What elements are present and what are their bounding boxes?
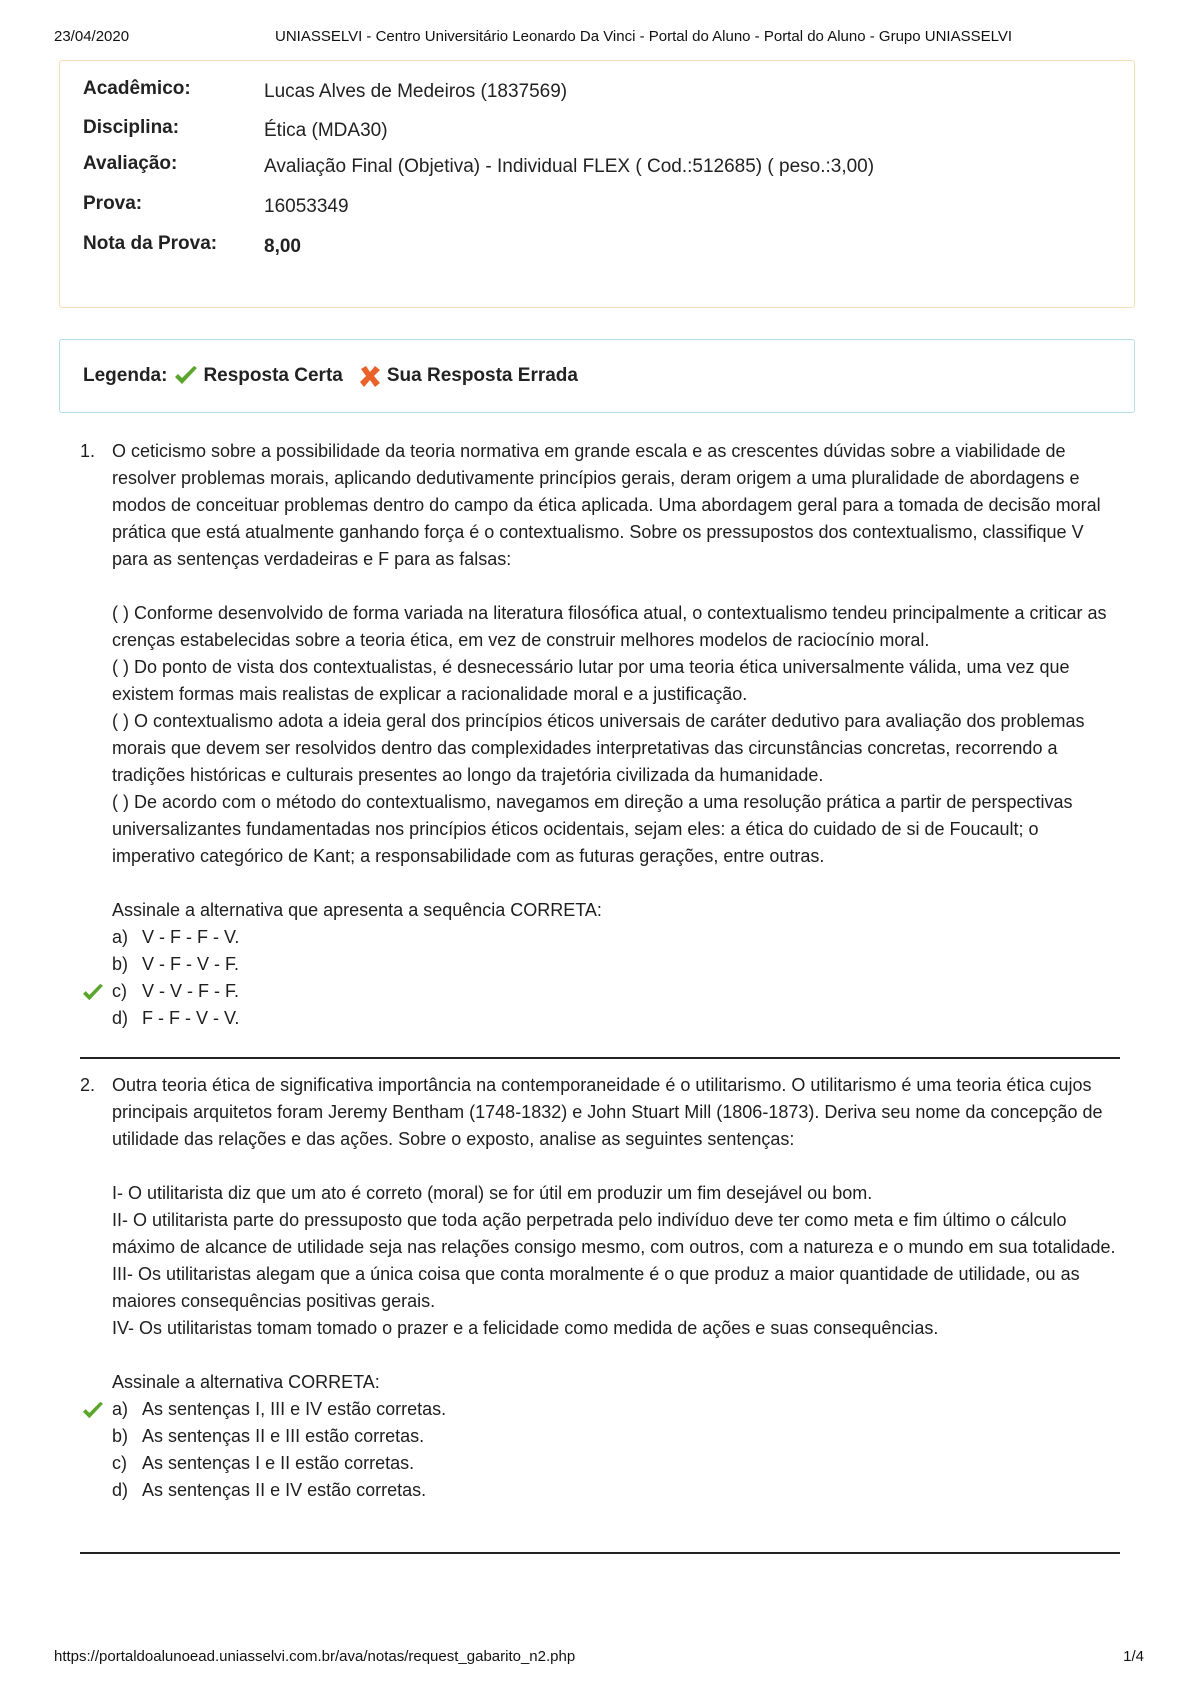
page-number: 1/4 bbox=[1123, 1648, 1144, 1665]
student-info-panel bbox=[59, 60, 1135, 308]
alternative-text: As sentenças I, III e IV estão corretas. bbox=[142, 1399, 447, 1419]
alternative-text: V - F - F - V. bbox=[142, 927, 240, 947]
alternative-b bbox=[112, 1423, 1122, 1450]
alternative-a bbox=[112, 1396, 1122, 1423]
info-label: Disciplina: bbox=[83, 117, 180, 138]
statement: ( ) O contextualismo adota a ideia geral dos princípios éticos universais de caráter dedutivo para avaliação dos problemas morais que devem ser resolvidos dentro das complexidades interpretativas das circunstâncias concretas, recorrendo a tradições históricas e culturais presentes ao longo da trajetória civilizada da humanidade. bbox=[112, 711, 1085, 785]
alternative-b bbox=[112, 951, 1122, 978]
question-divider bbox=[80, 1552, 1120, 1554]
statement: ( ) De acordo com o método do contextualismo, navegamos em direção a uma resolução prática a partir de perspectivas universalizantes fundamentadas nos princípios éticos ocidentais, sejam eles: a ética do cuidado de si de Foucault; o imperativo categórico de Kant; a responsabilidade com as futuras gerações, entre outras. bbox=[112, 792, 1073, 866]
legend-panel bbox=[59, 339, 1135, 413]
cross-icon bbox=[357, 364, 383, 388]
alternative-letter: b) bbox=[112, 954, 129, 974]
statement: ( ) Do ponto de vista dos contextualistas, é desnecessário lutar por uma teoria ética universalmente válida, uma vez que existem formas mais realistas de explicar a racionalidade moral e a justificação. bbox=[112, 657, 1070, 704]
question-prompt: Assinale a alternativa CORRETA: bbox=[112, 1372, 380, 1392]
question-intro: O ceticismo sobre a possibilidade da teoria normativa em grande escala e as crescentes dúvidas sobre a viabilidade de resolver problemas morais, aplicando dedutivamente princípios gerais, deram origem a uma pluralidade de abordagens e modos de conceituar problemas dentro do campo da ética aplicada. Uma abordagem geral para a tomada de decisão moral prática que está atualmente ganhando força é o contextualismo. Sobre os pressupostos dos contextualismo, classifique V para as sentenças verdadeiras e F para as falsas: bbox=[112, 441, 1101, 569]
alternative-letter: a) bbox=[112, 927, 129, 947]
alternative-text: As sentenças II e III estão corretas. bbox=[142, 1426, 425, 1446]
statement: III- Os utilitaristas alegam que a única coisa que conta moralmente é o que produz a maior quantidade de utilidade, ou as maiores consequências positivas gerais. bbox=[112, 1264, 1080, 1311]
course-name: Ética (MDA30) bbox=[264, 120, 388, 141]
print-header bbox=[54, 28, 1144, 48]
correct-answer-check-icon bbox=[80, 983, 106, 1003]
legend-correct-label: Resposta Certa bbox=[203, 365, 343, 386]
alternative-letter: b) bbox=[112, 1426, 129, 1446]
question-prompt: Assinale a alternativa que apresenta a sequência CORRETA: bbox=[112, 900, 602, 920]
info-label: Nota da Prova: bbox=[83, 233, 218, 254]
assessment-name: Avaliação Final (Objetiva) - Individual FLEX ( Cod.:512685) ( peso.:3,00) bbox=[264, 156, 875, 177]
alternative-text: As sentenças II e IV estão corretas. bbox=[142, 1480, 427, 1500]
correct-answer-check-icon bbox=[80, 1401, 106, 1421]
legend-label: Legenda: bbox=[83, 365, 168, 386]
legend-wrong-label: Sua Resposta Errada bbox=[386, 365, 578, 386]
statement: ( ) Conforme desenvolvido de forma variada na literatura filosófica atual, o contextualismo tendeu principalmente a criticar as crenças estabelecidas sobre a teoria ética, em vez de construir melhores modelos de raciocínio moral. bbox=[112, 603, 1107, 650]
statement: II- O utilitarista parte do pressuposto que toda ação perpetrada pelo indivíduo deve ter como meta e fim último o cálculo máximo de alcance de utilidade seja nas relações consigo mesmo, com outros, com a natureza e o mundo em sua totalidade. bbox=[112, 1210, 1116, 1257]
alternative-c bbox=[112, 978, 1122, 1005]
exam-grade: 8,00 bbox=[264, 236, 301, 257]
question-divider bbox=[80, 1057, 1120, 1059]
page-url: https://portaldoalunoead.uniasselvi.com.br/ava/notas/request_gabarito_n2.php bbox=[54, 1648, 576, 1665]
alternative-c bbox=[112, 1450, 1122, 1477]
alternative-text: V - F - V - F. bbox=[142, 954, 239, 974]
alternative-letter: c) bbox=[112, 1453, 127, 1473]
statement: IV- Os utilitaristas tomam tomado o prazer e a felicidade como medida de ações e suas consequências. bbox=[112, 1318, 939, 1338]
alternative-a bbox=[112, 924, 1122, 951]
question-intro: Outra teoria ética de significativa importância na contemporaneidade é o utilitarismo. O utilitarismo é uma teoria ética cujos principais arquitetos foram Jeremy Bentham (1748-1832) e John Stuart Mill (1806-1873). Deriva seu nome da concepção de utilidade das relações e das ações. Sobre o exposto, analise as seguintes sentenças: bbox=[112, 1075, 1103, 1149]
alternative-letter: d) bbox=[112, 1008, 129, 1028]
alternative-d bbox=[112, 1477, 1122, 1504]
question-number: 1. bbox=[80, 441, 96, 461]
student-name: Lucas Alves de Medeiros (1837569) bbox=[264, 81, 568, 102]
statement: I- O utilitarista diz que um ato é correto (moral) se for útil em produzir um fim desejável ou bom. bbox=[112, 1183, 873, 1203]
info-label: Avaliação: bbox=[83, 153, 178, 174]
exam-id: 16053349 bbox=[264, 196, 349, 217]
alternative-text: F - F - V - V. bbox=[142, 1008, 240, 1028]
check-icon bbox=[173, 365, 199, 387]
alternative-letter: a) bbox=[112, 1399, 129, 1419]
info-label: Prova: bbox=[83, 193, 143, 214]
alternative-letter: d) bbox=[112, 1480, 129, 1500]
info-label: Acadêmico: bbox=[83, 78, 191, 99]
alternative-text: As sentenças I e II estão corretas. bbox=[142, 1453, 415, 1473]
print-title: UNIASSELVI - Centro Universitário Leonardo Da Vinci - Portal do Aluno - Portal do Aluno - Grupo UNIASSELVI bbox=[275, 28, 1013, 45]
alternative-d bbox=[112, 1005, 1122, 1032]
question-number: 2. bbox=[80, 1075, 96, 1095]
alternative-text: V - V - F - F. bbox=[142, 981, 239, 1001]
alternative-letter: c) bbox=[112, 981, 127, 1001]
print-date: 23/04/2020 bbox=[54, 28, 130, 45]
